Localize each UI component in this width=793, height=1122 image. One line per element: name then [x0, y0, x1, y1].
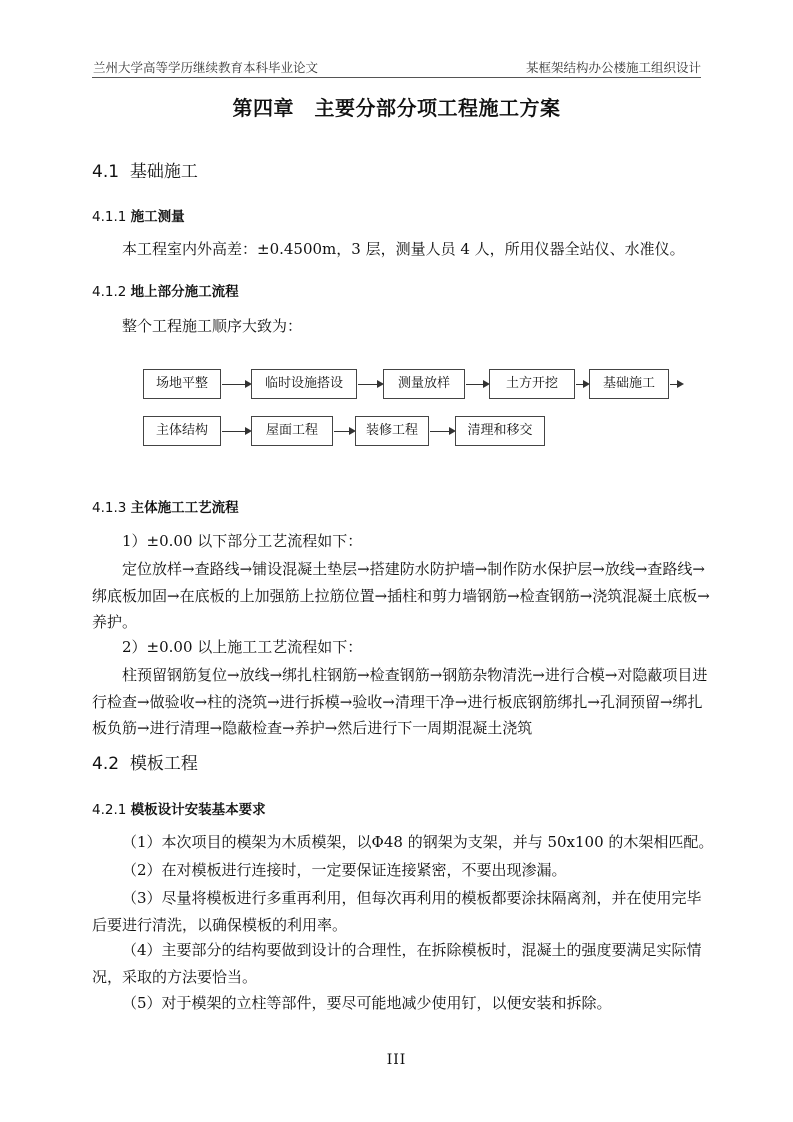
paragraph: 2）±0.00 以上施工工艺流程如下：: [122, 638, 363, 656]
section-number: 4.2.1: [92, 802, 127, 818]
paragraph: 本工程室内外高差：±0.4500m，3 层，测量人员 4 人，所用仪器全站仪、水准仪。: [122, 240, 685, 258]
section-title: 模板工程: [129, 754, 198, 774]
section-title: 施工测量: [130, 209, 185, 225]
paragraph: 整个工程施工顺序大致为：: [122, 317, 303, 335]
section-4-1-heading: [92, 157, 198, 182]
section-title: 模板设计安装基本要求: [130, 802, 266, 818]
flow-box: 装修工程: [355, 416, 429, 446]
list-item: （4）主要部分的结构要做到设计的合理性，在拆除模板时，混凝土的强度要满足实际情况，采取的方法要恰当。: [92, 941, 702, 986]
section-number: 4.1.1: [92, 209, 127, 225]
paragraph: 定位放样→查路线→铺设混凝土垫层→搭建防水防护墙→制作防水保护层→放线→查路线→绑底板加固→在底板的上加强筋上拉筋位置→插柱和剪力墙钢筋→检查钢筋→浇筑混凝土底板→养护。: [92, 560, 710, 631]
section-4-2-heading: [92, 749, 198, 774]
section-number: 4.1.2: [92, 284, 127, 300]
section-4-1-3-heading: [92, 496, 239, 516]
section-number: 4.1.3: [92, 500, 127, 516]
section-4-1-2-heading: [92, 280, 239, 300]
paragraph: 1）±0.00 以下部分工艺流程如下：: [122, 532, 363, 550]
flow-arrow: [466, 384, 488, 385]
section-4-1-1-heading: [92, 205, 185, 225]
flow-box: 场地平整: [143, 369, 221, 399]
flow-arrow: [334, 431, 354, 432]
section-4-2-1-heading: [92, 798, 266, 818]
flow-arrow: [430, 431, 454, 432]
section-title: 基础施工: [129, 162, 198, 182]
flow-arrow: [358, 384, 382, 385]
construction-flow-chart: [140, 357, 655, 453]
list-item: （2）在对模板进行连接时，一定要保证连接紧密，不要出现渗漏。: [122, 861, 567, 879]
flow-box: 测量放样: [383, 369, 465, 399]
flow-arrow: [222, 431, 250, 432]
chapter-title: 第四章 主要分部分项工程施工方案: [232, 96, 561, 120]
flow-box: 主体结构: [143, 416, 221, 446]
section-title: 主体施工工艺流程: [130, 500, 239, 516]
flow-box: 基础施工: [589, 369, 669, 399]
section-title: 地上部分施工流程: [130, 284, 239, 300]
flow-box: 土方开挖: [489, 369, 575, 399]
list-item: （1）本次项目的模架为木质模架，以Φ48 的钢架为支架，并与 50x100 的木架相匹配。: [122, 833, 714, 851]
page-number: III: [386, 1052, 407, 1068]
list-item: （5）对于模架的立柱等部件，要尽可能地减少使用钉，以便安装和拆除。: [122, 994, 612, 1012]
section-number: 4.1: [92, 162, 120, 182]
section-number: 4.2: [92, 754, 120, 774]
flow-box: 临时设施搭设: [251, 369, 357, 399]
flow-arrow: [670, 384, 682, 385]
header-rule: [92, 77, 701, 78]
header-right-text: 某框架结构办公楼施工组织设计: [525, 60, 701, 75]
flow-arrow: [222, 384, 250, 385]
paragraph: 柱预留钢筋复位→放线→绑扎柱钢筋→检查钢筋→钢筋杂物清洗→进行合模→对隐蔽项目进行检查→做验收→柱的浇筑→进行拆模→验收→清理干净→进行板底钢筋绑扎→孔洞预留→绑扎板负筋→进行清理→隐蔽检查→养护→然后进行下一周期混凝土浇筑: [92, 666, 708, 737]
header-left-text: 兰州大学高等学历继续教育本科毕业论文: [93, 60, 319, 75]
list-item: （3）尽量将模板进行多重再利用，但每次再利用的模板都要涂抹隔离剂，并在使用完毕后要进行清洗，以确保模板的利用率。: [92, 889, 702, 934]
flow-box: 屋面工程: [251, 416, 333, 446]
flow-arrow: [576, 384, 588, 385]
flow-box: 清理和移交: [455, 416, 545, 446]
